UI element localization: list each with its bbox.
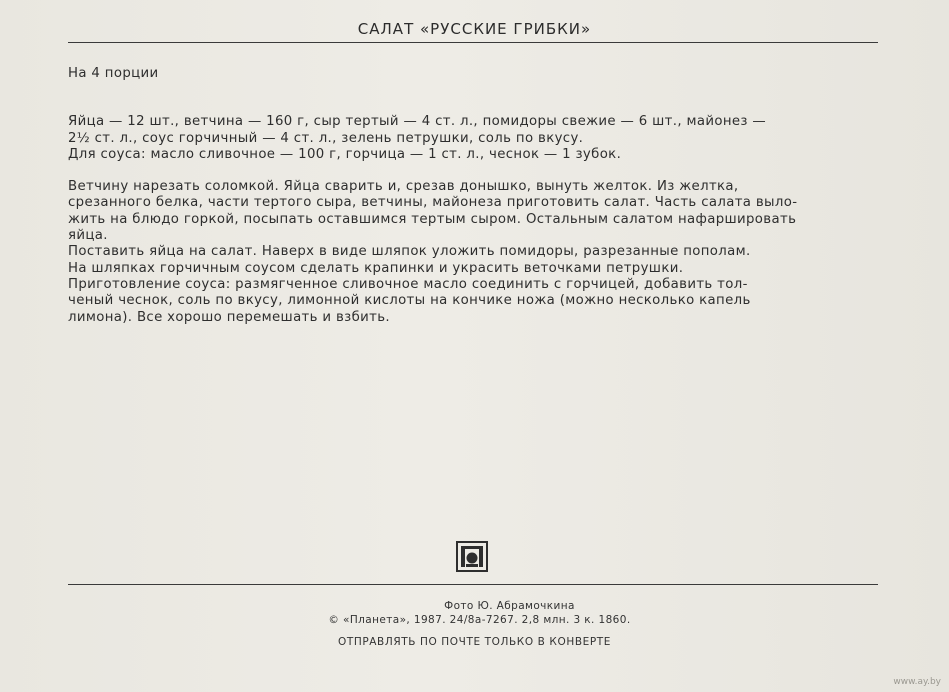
ingredients-block xyxy=(68,114,876,163)
credits xyxy=(0,599,949,627)
publisher-line: © «Планета», 1987. 24/8а-7267. 2,8 млн. 3 к. 1860. xyxy=(328,614,631,626)
bottom-divider xyxy=(68,584,878,585)
mail-note: ОТПРАВЛЯТЬ ПО ПОЧТЕ ТОЛЬКО В КОНВЕРТЕ xyxy=(337,636,612,648)
ingredients-line: Для соуса: масло сливочное — 100 г, горчица — 1 ст. л., чеснок — 1 зубок. xyxy=(68,146,622,162)
instruction-line: ченый чеснок, соль по вкусу, лимонной кислоты на кончике ножа (можно несколько капель xyxy=(68,293,751,309)
top-divider xyxy=(68,42,878,43)
photo-credit: Фото Ю. Абрамочкина xyxy=(444,600,575,612)
instruction-line: Поставить яйца на салат. Наверх в виде шляпок уложить помидоры, разрезанные пополам. xyxy=(68,244,751,260)
instructions-block xyxy=(68,179,876,326)
instruction-line: лимона). Все хорошо перемешать и взбить. xyxy=(68,309,390,325)
instruction-line: На шляпках горчичным соусом сделать крапинки и украсить веточками петрушки. xyxy=(68,260,684,276)
spacer xyxy=(68,163,876,179)
instruction-line: Ветчину нарезать соломкой. Яйца сварить и, срезав донышко, вынуть желток. Из желтка, xyxy=(68,179,739,195)
planeta-logo-icon xyxy=(456,541,488,572)
watermark: www.ay.by xyxy=(893,677,941,687)
instruction-line: срезанного белка, части тертого сыра, ветчины, майонеза приготовить салат. Часть салата выло- xyxy=(68,195,798,211)
recipe-title: САЛАТ «РУССКИЕ ГРИБКИ» xyxy=(357,20,592,38)
portions-line: На 4 порции xyxy=(68,66,159,81)
instruction-line: яйца. xyxy=(68,228,108,244)
ingredients-line: Яйца — 12 шт., ветчина — 160 г, сыр тертый — 4 ст. л., помидоры свежие — 6 шт., майонез — xyxy=(68,114,767,130)
spacer xyxy=(68,98,876,114)
instruction-line: жить на блюдо горкой, посыпать оставшимся тертым сыром. Остальным салатом нафаршировать xyxy=(68,211,797,227)
ingredients-line: 2½ ст. л., соус горчичный — 4 ст. л., зелень петрушки, соль по вкусу. xyxy=(68,130,584,146)
recipe-body xyxy=(68,66,876,326)
instruction-line: Приготовление соуса: размягченное сливочное масло соединить с горчицей, добавить тол- xyxy=(68,276,748,292)
